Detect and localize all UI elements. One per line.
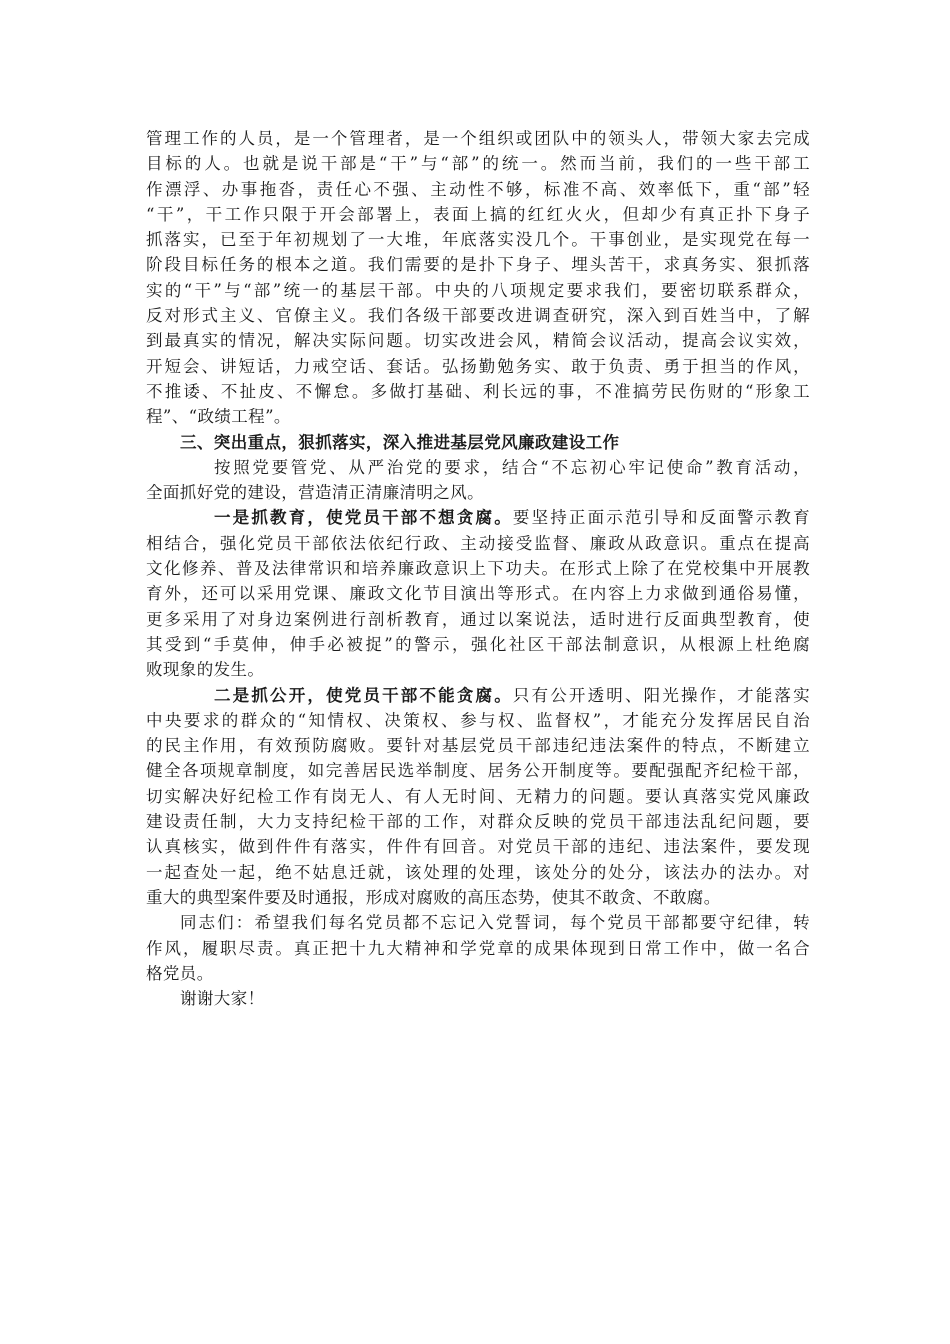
text-line: 认真核实，做到件件有落实，件件有回音。对党员干部的违纪、违法案件，要发现 <box>146 837 810 857</box>
text-line: 一起查处一起，绝不姑息迁就，该处理的处理，该处分的处分，该法办的法办。对 <box>146 862 810 882</box>
text-line: 切实解决好纪检工作有岗无人、有人无时间、无精力的问题。要认真落实党风廉政 <box>146 786 810 806</box>
text-line: 其受到“手莫伸，伸手必被捉”的警示，强化社区干部法制意识，从根源上杜绝腐 <box>146 634 810 654</box>
text-line: 重大的典型案件要及时通报，形成对腐败的高压态势，使其不敢贪、不敢腐。 <box>146 887 721 907</box>
section-heading: 三、突出重点，狠抓落实，深入推进基层党风廉政建设工作 <box>180 432 620 452</box>
point-one-first-line <box>146 505 810 530</box>
text-line: 开短会、讲短话，力戒空话、套话。弘扬勤勉务实、敢于负责、勇于担当的作风， <box>146 356 810 376</box>
text-line: 实的“干”与“部”统一的基层干部。中央的八项规定要求我们，要密切联系群众， <box>146 280 810 300</box>
text-line: “干”，干工作只限于开会部署上，表面上搞的红红火火，但却少有真正扑下身子 <box>146 204 810 224</box>
text-line: 阶段目标任务的根本之道。我们需要的是扑下身子、埋头苦干，求真务实、狠抓落 <box>146 255 810 275</box>
point-two-first-rest: 只有公开透明、阳光操作，才能落实 <box>512 685 810 705</box>
text-line: 相结合，强化党员干部依法依纪行政、主动接受监督、廉政从政意识。重点在提高 <box>146 533 810 553</box>
text-line: 反对形式主义、官僚主义。我们各级干部要改进调查研究，深入到百姓当中，了解 <box>146 306 810 326</box>
point-two-lead: 二是抓公开，使党员干部不能贪腐。 <box>214 685 513 705</box>
text-line: 的民主作用，有效预防腐败。要针对基层党员干部违纪违法案件的特点，不断建立 <box>146 736 810 756</box>
text-line: 程”、“政绩工程”。 <box>146 407 291 427</box>
text-line: 不推诿、不扯皮、不懈怠。多做打基础、利长远的事，不准搞劳民伤财的“形象工 <box>146 381 810 401</box>
text-line: 全面抓好党的建设，营造清正清廉清明之风。 <box>146 483 484 503</box>
text-line: 作漂浮、办事拖沓，责任心不强、主动性不够，标准不高、效率低下，重“部”轻 <box>146 179 810 199</box>
text-line: 按照党要管党、从严治党的要求，结合“不忘初心牢记使命”教育活动， <box>214 457 810 477</box>
document-body <box>146 126 810 1011</box>
point-one-first-rest: 要坚持正面示范引导和反面警示教育 <box>512 508 810 528</box>
text-line: 中央要求的群众的“知情权、决策权、参与权、监督权”，才能充分发挥居民自治 <box>146 710 810 730</box>
point-two-first-line <box>146 683 810 708</box>
text-line: 败现象的发生。 <box>146 660 265 680</box>
text-line: 建设责任制，大力支持纪检干部的工作，对群众反映的党员干部违法乱纪问题，要 <box>146 812 810 832</box>
text-line: 更多采用了对身边案例进行剖析教育，通过以案说法，适时进行反面典型教育，使 <box>146 609 810 629</box>
point-one-lead: 一是抓教育，使党员干部不想贪腐。 <box>214 508 513 528</box>
text-line: 同志们：希望我们每名党员都不忘记入党誓词，每个党员干部都要守纪律，转 <box>180 913 810 933</box>
text-line: 管理工作的人员，是一个管理者，是一个组织或团队中的领头人，带领大家去完成 <box>146 129 810 148</box>
text-line: 到最真实的情况，解决实际问题。切实改进会风，精简会议活动，提高会议实效， <box>146 331 810 351</box>
text-line: 抓落实，已至于年初规划了一大堆，年底落实没几个。干事创业，是实现党在每一 <box>146 230 810 250</box>
text-line: 目标的人。也就是说干部是“干”与“部”的统一。然而当前，我们的一些干部工 <box>146 154 810 174</box>
text-line: 健全各项规章制度，如完善居民选举制度、居务公开制度等。要配强配齐纪检干部， <box>146 761 810 781</box>
text-line: 育外，还可以采用党课、廉政文化节目演出等形式。在内容上力求做到通俗易懂， <box>146 584 810 604</box>
closing-thanks: 谢谢大家！ <box>180 989 265 1009</box>
text-line: 作风，履职尽责。真正把十九大精神和学党章的成果体现到日常工作中，做一名合 <box>146 938 810 958</box>
text-line: 文化修养、普及法律常识和培养廉政意识上下功夫。在形式上除了在党校集中开展教 <box>146 559 810 579</box>
text-line: 格党员。 <box>146 963 214 983</box>
